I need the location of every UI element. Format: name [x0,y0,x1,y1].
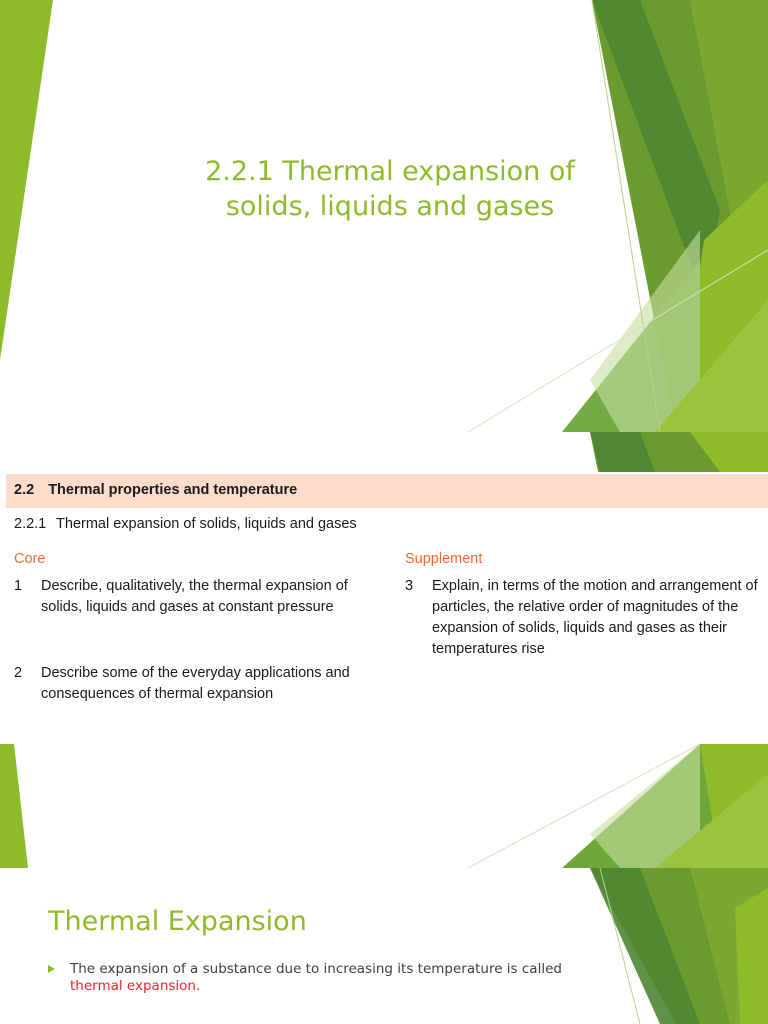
facet-decoration [0,744,768,868]
topic-title: Thermal expansion of solids, liquids and gases [56,516,357,532]
title-line-2: solids, liquids and gases [225,191,555,222]
title-line-1: 2.2.1 Thermal expansion of [205,156,575,187]
blank-slide [0,744,768,868]
item-text: Explain, in terms of the motion and arrangement of particles, the relative order of magnitudes of the expansion of solids, liquids and gases as their temperatures rise [432,578,758,657]
period: . [196,978,201,994]
definition-slide [0,868,768,1024]
definition-text: The expansion of a substance due to increasing its temperature is called [70,961,562,977]
highlighted-term: thermal expansion [70,978,196,994]
bullet-arrow-icon [48,965,55,973]
item-number: 2 [14,665,23,681]
item-text: Describe some of the everyday applications and consequences of thermal expansion [41,665,350,702]
topic-number: 2.2.1 [14,516,47,532]
section-title: Thermal properties and temperature [48,482,298,498]
syllabus-slide [0,432,768,744]
section-band [6,474,768,508]
item-number: 3 [405,578,414,594]
section-number: 2.2 [14,482,35,498]
supplement-heading: Supplement [405,551,483,567]
core-heading: Core [14,551,46,567]
topic-heading [14,516,357,532]
slide-title [160,154,620,224]
item-text: Describe, qualitatively, the thermal expansion of solids, liquids and gases at constant pressure [41,578,348,615]
title-slide [0,0,768,432]
item-number: 1 [14,578,23,594]
slide-title: Thermal Expansion [48,906,307,937]
bullet-text [70,961,570,995]
facet-decoration [0,868,768,1024]
section-heading [14,482,297,498]
